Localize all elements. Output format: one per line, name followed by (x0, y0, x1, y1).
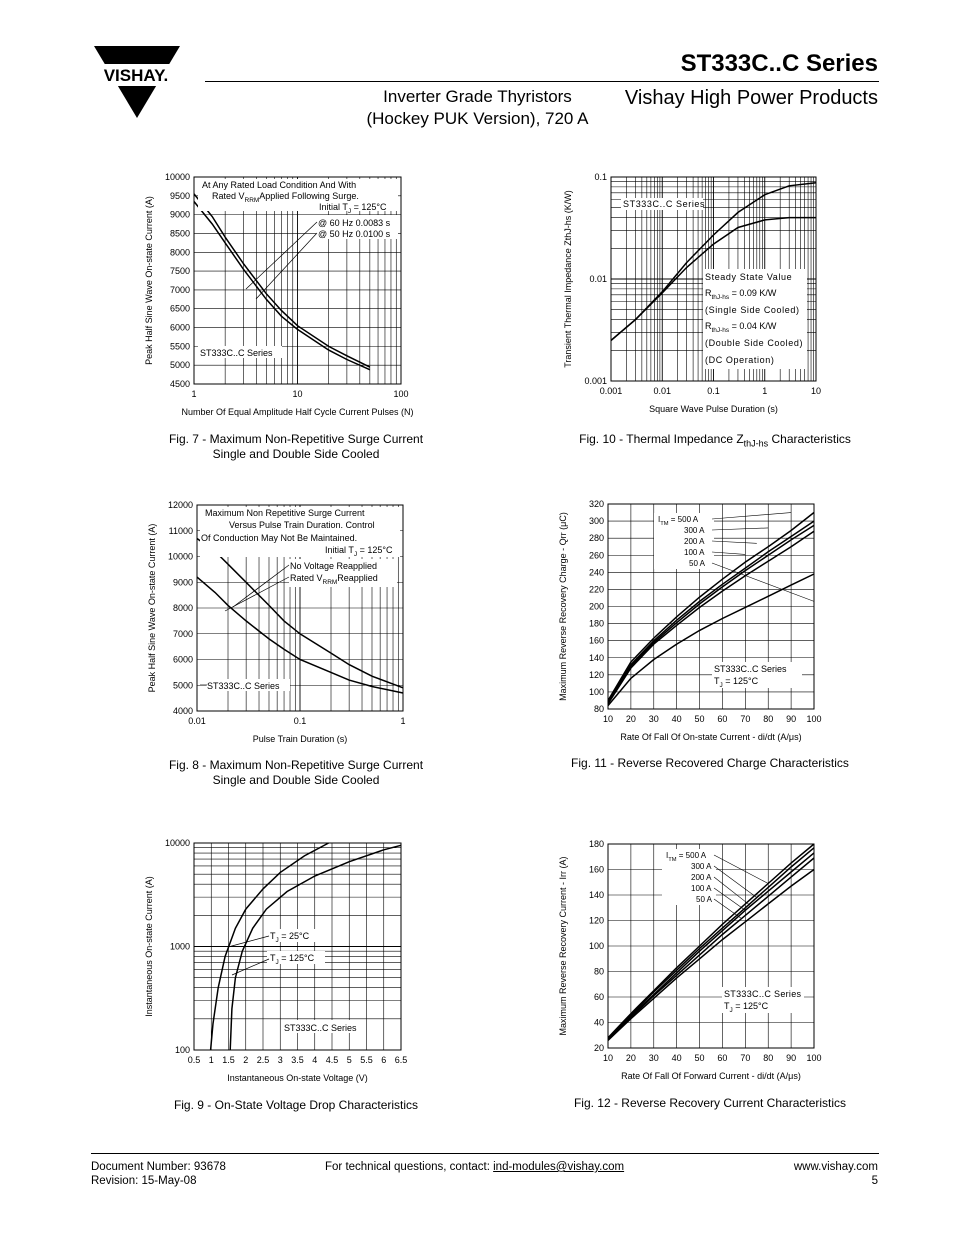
fig7-ytick-label: 9000 (169, 209, 190, 220)
fig9-xtick-label: 6.5 (394, 1055, 408, 1065)
fig9-series-label: ST333C..C Series (284, 1023, 357, 1033)
fig10-xtick-label: 0.1 (707, 386, 720, 396)
fig8-ytick-label: 6000 (172, 654, 193, 665)
fig11-leader-1 (712, 513, 791, 519)
fig12-legend-200: 200 A (691, 873, 712, 882)
fig11-xlabel: Rate Of Fall Of On-state Current - di/dt (A/μs) (620, 732, 802, 742)
fig8-annotation-4-sub: J (353, 551, 358, 558)
fig11-xtick-label: 100 (806, 714, 822, 724)
fig9-t125-label-main: T (270, 953, 276, 963)
fig11-tj-label-main: T (714, 676, 720, 686)
fig7-annotation-3-sub: J (347, 208, 352, 215)
fig11-ytick-label: 200 (588, 601, 604, 612)
fig7-annotation-60hz: @ 60 Hz 0.0083 s (318, 218, 391, 228)
footer-rule (91, 1153, 879, 1154)
fig12-legend-100: 100 A (691, 884, 712, 893)
fig11-legend-300: 300 A (684, 526, 705, 535)
fig9-t125-label-sub: J (275, 959, 279, 966)
fig10-annotation-4-sub: thJ-hs (711, 327, 730, 334)
fig12-tj-label-sub: J (729, 1007, 733, 1014)
fig8-ytick-label: 7000 (172, 628, 193, 639)
fig8-series-label: ST333C..C Series (207, 681, 280, 691)
fig8-annotation-3: Of Conduction May Not Be Maintained. (201, 533, 358, 543)
fig8-ytick-label: 5000 (172, 680, 193, 691)
fig9-ylabel: Instantaneous On-state Current (A) (144, 876, 154, 1017)
fig7-caption (150, 432, 442, 462)
fig10-annotation-6: (DC Operation) (705, 355, 775, 365)
fig11-xtick-label: 80 (763, 714, 774, 724)
fig8-ytick-label: 8000 (172, 603, 193, 613)
fig12-xtick-label: 30 (648, 1053, 659, 1063)
fig11-ytick-label: 320 (588, 499, 604, 509)
fig12-xtick-label: 40 (671, 1053, 682, 1063)
fig7-annotation-2-tail: Applied Following Surge. (259, 191, 359, 201)
fig10-xtick-label: 0.001 (599, 386, 623, 396)
fig11-legend-200: 200 A (684, 537, 705, 546)
fig9-xtick-label: 2.5 (256, 1055, 270, 1065)
fig12-ytick-label: 120 (588, 915, 604, 926)
fig8-ytick-label: 10000 (167, 551, 193, 562)
fig10-xtick-label: 10 (810, 386, 822, 396)
fig8-xtick-label: 0.01 (188, 716, 206, 726)
fig9-ytick-label: 10000 (164, 838, 190, 848)
fig8-xlabel: Pulse Train Duration (s) (252, 734, 348, 744)
fig7-leader-50hz (256, 233, 317, 299)
fig12-xtick-label: 80 (763, 1053, 774, 1063)
fig9-t25-label-main: T (270, 931, 276, 941)
fig12-ytick-label: 180 (588, 839, 604, 849)
fig10-annotation-3: (Single Side Cooled) (705, 305, 800, 315)
fig7-caption-line1: Fig. 7 - Maximum Non-Repetitive Surge Current (168, 432, 424, 446)
fig8-xtick-label: 0.1 (293, 716, 307, 726)
fig9-caption-line1: Fig. 9 - On-State Voltage Drop Characteristics (173, 1098, 419, 1112)
fig10-chart (563, 172, 821, 414)
fig11-xtick-label: 10 (602, 714, 614, 724)
fig7-ytick-label: 5500 (169, 341, 190, 352)
contact-label: For technical questions, contact: (325, 1161, 494, 1173)
fig10-ylabel: Transient Thermal Impedance ZthJ-hs (K/W) (563, 190, 573, 368)
fig7-xtick-label: 100 (393, 389, 409, 399)
fig8-annotation-6-tail: Reapplied (337, 573, 378, 583)
fig12-ytick-label: 20 (593, 1043, 604, 1053)
fig10-annotation-4-tail: = 0.04 K/W (729, 321, 777, 331)
fig12-ytick-label: 160 (588, 864, 604, 875)
brand-wordmark: VISHAY. (103, 66, 169, 85)
fig9-xtick-label: 3.5 (291, 1055, 304, 1065)
fig7-annotation-2-sub: RRM (244, 197, 260, 204)
fig10-xtick-label: 1 (762, 386, 768, 396)
fig9-xtick-label: 1.5 (222, 1055, 235, 1065)
fig8-annotation-6-sub: RRM (322, 579, 338, 586)
fig11-ytick-label: 240 (588, 567, 604, 578)
fig11-ytick-label: 260 (588, 550, 604, 561)
fig12-legend-500-sub: TM (668, 857, 677, 863)
fig10-annotation-1: Steady State Value (705, 272, 793, 282)
subtitle-line2: (Hockey PUK Version), 720 A (366, 109, 589, 128)
fig12-xtick-label: 20 (625, 1053, 636, 1063)
fig12-xtick-label: 70 (740, 1053, 751, 1063)
fig10-annotation-2-sub: thJ-hs (711, 294, 730, 301)
fig11-tj-label-sub: J (719, 682, 723, 689)
fig9-xtick-label: 4 (312, 1055, 318, 1065)
fig11-ytick-label: 300 (588, 516, 604, 527)
fig9-ytick-label: 100 (174, 1045, 190, 1055)
fig10-caption-sub: thJ-hs (743, 438, 769, 449)
fig9-xtick-label: 5 (346, 1055, 352, 1065)
fig7-ytick-label: 10000 (164, 172, 190, 182)
fig12-legend-50: 50 A (696, 895, 713, 904)
fig11-xtick-label: 20 (625, 714, 636, 724)
footer-contact (325, 1160, 624, 1174)
fig11-leader-2 (712, 528, 768, 530)
fig7-ytick-label: 9500 (169, 190, 190, 201)
fig12-legend-500-main: I (666, 851, 669, 860)
fig8-leader-noreapply (233, 565, 289, 607)
fig10-series-label: ST333C..C Series (623, 199, 706, 209)
fig11-ylabel: Maximum Reverse Recovery Charge - Qrr (μC) (558, 512, 568, 701)
fig12-ytick-label: 100 (588, 941, 604, 951)
fig11-ytick-label: 160 (588, 635, 604, 646)
fig12-ytick-label: 60 (593, 992, 604, 1002)
fig8-caption-line1: Fig. 8 - Maximum Non-Repetitive Surge Current (168, 758, 424, 772)
fig8-annotation-5: No Voltage Reapplied (290, 561, 378, 571)
fig11-xtick-label: 40 (671, 714, 682, 724)
fig12-series-label: ST333C..C Series (724, 989, 802, 999)
fig9-xlabel: Instantaneous On-state Voltage (V) (227, 1073, 368, 1083)
fig9-ytick-label: 1000 (169, 941, 190, 952)
fig10-ytick-label: 0.1 (594, 172, 607, 182)
fig9-chart (144, 838, 407, 1083)
fig8-xtick-label: 1 (400, 716, 406, 726)
fig10-ytick-label: 0.001 (584, 376, 607, 386)
fig7-ytick-label: 6000 (169, 322, 190, 333)
fig7-ytick-label: 8000 (169, 247, 190, 258)
fig8-chart (147, 500, 406, 744)
revision: Revision: 15-May-08 (91, 1175, 197, 1187)
fig9-xtick-label: 1 (208, 1055, 214, 1065)
fig12-leader-5 (714, 899, 741, 918)
fig9-xtick-label: 0.5 (187, 1055, 201, 1065)
fig7-ytick-label: 5000 (169, 360, 190, 371)
fig11-leader-4 (712, 552, 745, 554)
fig12-xtick-label: 60 (717, 1053, 728, 1063)
division-name: Vishay High Power Products (624, 87, 878, 109)
fig7-annotation-1: At Any Rated Load Condition And With (202, 180, 357, 190)
fig7-xlabel: Number Of Equal Amplitude Half Cycle Current Pulses (N) (181, 407, 414, 417)
fig7-annotation-50hz: @ 50 Hz 0.0100 s (318, 229, 391, 239)
fig8-ytick-label: 9000 (172, 577, 193, 588)
fig7-ytick-label: 6500 (169, 303, 190, 314)
fig10-annotation-2-tail: = 0.09 K/W (729, 288, 777, 298)
fig9-xtick-label: 4.5 (325, 1055, 339, 1065)
fig8-annotation-2: Versus Pulse Train Duration. Control (229, 520, 375, 530)
fig11-xtick-label: 90 (786, 714, 797, 724)
fig8-annotation-4-tail: = 125°C (357, 545, 393, 555)
fig12-xtick-label: 100 (806, 1053, 822, 1063)
fig9-xtick-label: 2 (243, 1055, 249, 1065)
website: www.vishay.com (793, 1161, 878, 1173)
fig10-annotation-2-main: R (705, 288, 712, 298)
fig12-xtick-label: 10 (602, 1053, 614, 1063)
fig7-ytick-label: 8500 (169, 228, 190, 239)
fig8-ylabel: Peak Half Sine Wave On-state Current (A) (147, 523, 157, 693)
fig11-ytick-label: 140 (588, 652, 604, 663)
page-number: 5 (871, 1175, 878, 1187)
fig11-legend-500-sub: TM (660, 521, 669, 527)
fig12-chart (558, 839, 822, 1081)
fig9-xtick-label: 5.5 (360, 1055, 373, 1065)
fig10-caption (560, 432, 870, 451)
fig12-ytick-label: 80 (593, 966, 604, 977)
fig11-legend-500-tail: = 500 A (668, 515, 699, 524)
fig8-annotation-1: Maximum Non Repetitive Surge Current (205, 508, 365, 518)
fig12-xtick-label: 90 (786, 1053, 797, 1063)
fig11-ytick-label: 280 (588, 533, 604, 544)
fig11-xtick-label: 50 (694, 714, 705, 724)
fig9-t25-label-sub: J (275, 937, 279, 944)
footer-right (794, 1160, 878, 1188)
fig9-t25-label-tail: = 25°C (278, 931, 310, 941)
fig10-annotation-4-main: R (705, 321, 712, 331)
fig10-annotation-bg (703, 269, 807, 369)
footer-left (91, 1160, 226, 1188)
fig10-xlabel: Square Wave Pulse Duration (s) (649, 404, 778, 414)
fig11-chart (558, 499, 822, 742)
fig11-xtick-label: 30 (648, 714, 659, 724)
fig9-xtick-label: 6 (381, 1055, 387, 1065)
fig11-caption (555, 756, 865, 771)
fig11-legend-50: 50 A (689, 559, 706, 568)
fig7-annotation-2-main: Rated V (212, 191, 245, 201)
fig9-grid (194, 843, 401, 1050)
fig11-ytick-label: 180 (588, 618, 604, 629)
fig9-t125-label-tail: = 125°C (278, 953, 315, 963)
page-title: ST333C..C Series (680, 50, 878, 77)
fig12-xtick-label: 50 (694, 1053, 705, 1063)
fig11-caption-line1: Fig. 11 - Reverse Recovered Charge Characteristics (571, 756, 849, 770)
fig8-caption-line2: Single and Double Side Cooled (212, 773, 380, 787)
fig7-ytick-label: 4500 (169, 379, 190, 389)
fig11-ytick-label: 120 (588, 669, 604, 680)
fig7-caption-line2: Single and Double Side Cooled (212, 447, 380, 461)
fig8-ytick-label: 4000 (172, 706, 193, 716)
fig12-tj-label-main: T (724, 1001, 730, 1011)
fig12-tj-label-tail: = 125°C (732, 1001, 769, 1011)
doc-number: Document Number: 93678 (91, 1161, 226, 1173)
fig11-xtick-label: 70 (740, 714, 751, 724)
fig11-ytick-label: 220 (588, 584, 604, 595)
fig12-xlabel: Rate Of Fall Of Forward Current - di/dt (A/μs) (621, 1071, 801, 1081)
fig11-xtick-label: 60 (717, 714, 728, 724)
fig12-leader-4 (714, 888, 745, 910)
fig11-legend-100: 100 A (684, 548, 705, 557)
fig7-series-label: ST333C..C Series (200, 348, 273, 358)
fig12-ylabel: Maximum Reverse Recovery Current - Irr (A) (558, 856, 568, 1036)
fig10-ytick-label: 0.01 (589, 274, 607, 284)
subtitle-line1: Inverter Grade Thyristors (383, 87, 572, 106)
fig7-xtick-label: 10 (292, 389, 303, 399)
fig7-ytick-label: 7000 (169, 284, 190, 295)
fig7-annotation-3-main: Initial T (319, 202, 348, 212)
fig12-legend-300: 300 A (691, 862, 712, 871)
fig7-ytick-label: 7500 (169, 266, 190, 277)
fig11-series-label: ST333C..C Series (714, 664, 787, 674)
fig10-caption-post: Characteristics (768, 432, 851, 446)
fig10-annotation-5: (Double Side Cooled) (705, 338, 804, 348)
fig9-caption (150, 1098, 442, 1113)
fig7-xtick-label: 1 (191, 389, 197, 399)
contact-email-link[interactable]: ind-modules@vishay.com (493, 1161, 625, 1173)
fig11-leader-3 (712, 541, 757, 543)
fig8-annotation-6-main: Rated V (290, 573, 323, 583)
fig11-ytick-label: 100 (588, 686, 604, 697)
fig9-xtick-label: 3 (277, 1055, 283, 1065)
fig10-caption-pre: Fig. 10 - Thermal Impedance Z (579, 432, 744, 446)
fig11-tj-label-tail: = 125°C (722, 676, 759, 686)
fig12-ytick-label: 140 (588, 890, 604, 900)
fig12-caption-line1: Fig. 12 - Reverse Recovery Current Characteristics (573, 1096, 847, 1110)
fig7-annotation-3-tail: = 125°C (351, 202, 387, 212)
fig8-ytick-label: 12000 (167, 500, 193, 510)
fig7-ylabel: Peak Half Sine Wave On-state Current (A) (144, 196, 154, 365)
fig7-chart (144, 172, 414, 417)
fig11-legend-500-main: I (658, 515, 661, 524)
fig7-annotation-3 (319, 202, 387, 215)
fig12-legend-500-tail: = 500 A (676, 851, 707, 860)
fig12-ytick-label: 40 (593, 1017, 604, 1028)
fig8-ytick-label: 11000 (168, 525, 193, 536)
fig11-ytick-label: 80 (593, 704, 604, 714)
fig8-annotation-4-main: Initial T (325, 545, 354, 555)
fig10-xtick-label: 0.01 (653, 386, 672, 396)
fig9-series-line-2 (230, 845, 401, 1050)
fig8-caption (150, 758, 442, 788)
fig12-caption (555, 1096, 865, 1111)
